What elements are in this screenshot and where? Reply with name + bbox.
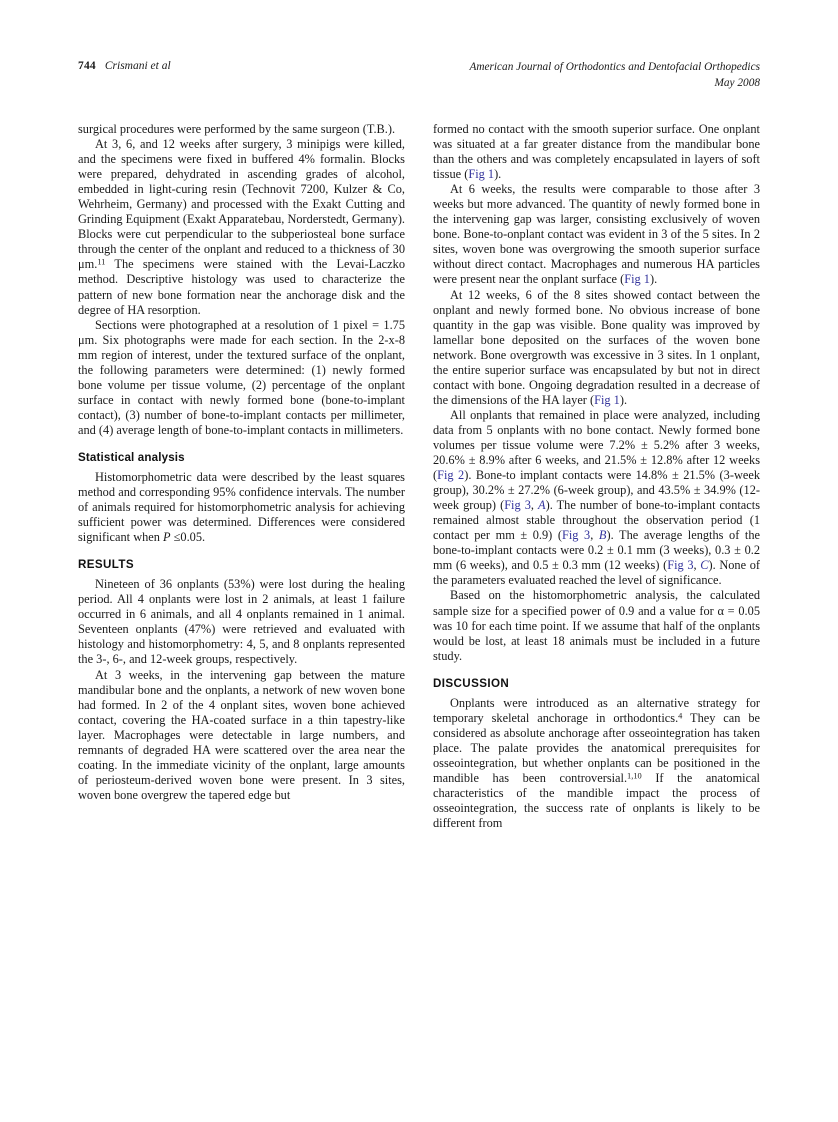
- running-head-right: [469, 60, 760, 91]
- page-number: 744: [78, 60, 96, 72]
- paragraph-text-d: ). The number of bone-to-implant contacts remained almost stable throughout the observation period (1 contact per mm ± 0.9) (: [433, 498, 761, 543]
- running-head-author: Crismani et al: [104, 60, 171, 72]
- heading-discussion: DISCUSSION: [433, 676, 510, 690]
- figure-reference-link[interactable]: Fig 3: [667, 558, 694, 573]
- figure-reference-link[interactable]: Fig 1: [624, 272, 650, 287]
- statistic-symbol-p: P: [163, 530, 171, 545]
- running-head-left: [78, 60, 171, 72]
- paragraph-onplant-losses: Nineteen of 36 onplants (53%) were lost during the healing period. All 4 onplants were lost in 2 animals, at least 1 failure occurred in 6 animals, and all 4 onplants remained in 1 animal. Seventeen onplants (47%) were retrieved and evaluated with histology and histomorphometry: 4, 5, and 8 onplants represented the 3-, 6-, and 12-week groups, respectively.: [78, 577, 405, 667]
- journal-title: American Journal of Orthodontics and Dentofacial Orthopedics: [469, 61, 760, 73]
- paragraph-text-b: ≤0.05.: [170, 530, 206, 545]
- paragraph-text-b: They can be considered as absolute anchorage after osseointegration has taken place. The palate provides the anatomical prerequisites for osseointegration, but whether onplants can be positioned in the mandible has been controversial.: [433, 710, 760, 785]
- article-columns: [78, 122, 760, 831]
- paragraph-text-f: ). The average lengths of the bone-to-implant contacts were 0.2 ± 0.1 mm (3 weeks), 0.3 ± 0.2 mm (6 weeks), and 0.5 ± 0.3 mm (12 weeks) (: [433, 528, 760, 573]
- paragraph-text-a: At 6 weeks, the results were comparable to those after 3 weeks but more advanced. The quantity of newly formed bone in the intervening gap was larger, consisting exclusively of woven bone. Bone-to-onplant contact was evident in 3 of the 5 sites. In 2 sites, woven bone was overgrowing the smooth superior surface without direct contact. Macrophages and numerous HA particles were present near the onplant surface (: [433, 182, 760, 287]
- figure-reference-link[interactable]: Fig 3: [562, 528, 591, 543]
- figure-panel-letter[interactable]: B: [598, 528, 607, 543]
- figure-panel-letter[interactable]: A: [538, 498, 546, 513]
- paragraph-text-b: ).: [494, 167, 502, 182]
- figure-reference-link[interactable]: Fig 1: [468, 167, 495, 182]
- paragraph-histomorphometric-data: [78, 470, 405, 545]
- paragraph-specimen-preparation: [78, 137, 405, 318]
- figure-reference-link[interactable]: Fig 1: [594, 392, 620, 407]
- heading-results: RESULTS: [78, 558, 135, 572]
- paragraph-sample-size-calculation: Based on the histomorphometric analysis, the calculated sample size for a specified power of 0.9 and a value for α = 0.05 was 10 for each time point. If we assume that half of the onplants would be lost, at least 18 animals must be included in a future study.: [433, 588, 760, 663]
- paragraph-text-a: formed no contact with the smooth superior surface. One onplant was situated at a far greater distance from the mandibular bone than the others and was completely encapsulated in layers of soft tissue (: [433, 122, 760, 182]
- paragraph-text-c: ,: [530, 498, 539, 513]
- paragraph-onplants-introduction: [433, 696, 760, 831]
- paragraph-text-a: At 12 weeks, 6 of the 8 sites showed contact between the onplant and newly formed bone. No obvious increase of bone quantity in the gap was visible. Bone quality was improved by lamellar bone deposited on the surfaces of the woven bone network. Bone overgrowth was excessive in 3 sites. In 1 onplant, the entire superior surface was encapsulated by but not in direct contact with bone. Ongoing degradation resulted in a decrease of the dimensions of the HA layer (: [433, 287, 760, 407]
- paragraph-text-c: If the anatomical characteristics of the mandible impact the process of osseointegration, the success rate of onplants is likely to be different from: [433, 770, 760, 831]
- citation-marker-11: 11: [97, 257, 106, 267]
- paragraph-text-h: ). None of the parameters evaluated reached the level of significance.: [433, 558, 761, 588]
- paragraph-six-weeks-results: [433, 182, 760, 287]
- paragraph-no-contact-superior-surface: [433, 122, 760, 182]
- paragraph-text-g: ,: [693, 558, 701, 573]
- paragraph-text-b: ). Bone-to implant contacts were 14.8% ± 21.5% (3-week group), 30.2% ± 27.2% (6-week group), and 43.5% ± 34.9% (12-week group) (: [433, 468, 760, 513]
- paragraph-text-a: All onplants that remained in place were analyzed, including data from 5 onplants with no bone contact. Newly formed bone volumes per tissue volume were 7.2% ± 5.2% after 3 weeks, 20.6% ± 8.9% after 6 weeks, and 21.5% ± 12.8% after 12 weeks (: [433, 407, 760, 483]
- paragraph-text-e: ,: [590, 528, 599, 543]
- heading-statistical-analysis: Statistical analysis: [78, 450, 185, 464]
- paragraph-text-a: Onplants were introduced as an alternative strategy for temporary skeletal anchorage in orthodontics.: [433, 695, 760, 725]
- paragraph-sections-photographed: Sections were photographed at a resolution of 1 pixel = 1.75 μm. Six photographs were made for each section. In the 2-x-8 mm region of interest, under the textured surface of the onplant, the following parameters were determined: (1) newly formed bone volume per tissue volume, (2) percentage of the onplant surface in contact with newly formed bone (bone-to-implant contact), (3) number of bone-to-implant contacts per millimeter, and (4) average length of bone-to-implant contacts in millimeters.: [78, 317, 405, 437]
- figure-reference-link[interactable]: Fig 2: [437, 468, 465, 483]
- paragraph-text-b: ).: [619, 392, 628, 407]
- citation-marker-1-10: 1,10: [627, 771, 642, 781]
- left-column: [78, 122, 405, 831]
- paragraph-text-b: The specimens were stained with the Levai-Laczko method. Descriptive histology was used to characterize the pattern of new bone formation near the anchorage disk and the degree of HA resorption.: [78, 257, 405, 317]
- paragraph-twelve-weeks-results: [433, 288, 760, 408]
- paragraph-histomorphometric-results: [433, 408, 760, 589]
- paragraph-surgical-procedures: surgical procedures were performed by the same surgeon (T.B.).: [78, 122, 396, 136]
- citation-marker-4: 4: [678, 711, 683, 721]
- paragraph-text-a: Histomorphometric data were described by the least squares method and corresponding 95% confidence intervals. The number of animals required for histomorphometric analysis for achieving sufficient power was determined. Differences were considered significant when: [78, 469, 405, 545]
- figure-reference-link[interactable]: Fig 3: [504, 498, 531, 513]
- running-head: [78, 60, 760, 91]
- issue-date: May 2008: [714, 76, 760, 89]
- paragraph-text-a: At 3, 6, and 12 weeks after surgery, 3 minipigs were killed, and the specimens were fixed in buffered 4% formalin. Blocks were prepared, dehydrated in ascending grades of alcohol, embedded in light-curing resin (Technovit 7200, Kulzer & Co, Wehrheim, Germany) and processed with the Exakt Cutting and Grinding Equipment (Exakt Apparatebau, Norderstedt, Germany). Blocks were cut perpendicular to the subperiosteal bone surface through the center of the onplant and reduced to a thickness of 30 μm.: [78, 137, 406, 272]
- paragraph-text-b: ).: [649, 272, 658, 287]
- right-column: [433, 122, 760, 831]
- figure-panel-letter[interactable]: C: [700, 558, 709, 573]
- paragraph-three-weeks-histology: At 3 weeks, in the intervening gap between the mature mandibular bone and the onplants, a network of new woven bone had formed. In 2 of the 4 onplant sites, woven bone achieved contact, covering the HA-coated surface in a thin tapestry-like layer. Macrophages were detectable in large numbers, and remnants of degraded HA were scattered over the area near the coating. In the immediate vicinity of the onplant, large amounts of periosteum-derived woven bone were present. In 3 sites, woven bone overgrew the tapered edge but: [78, 667, 405, 802]
